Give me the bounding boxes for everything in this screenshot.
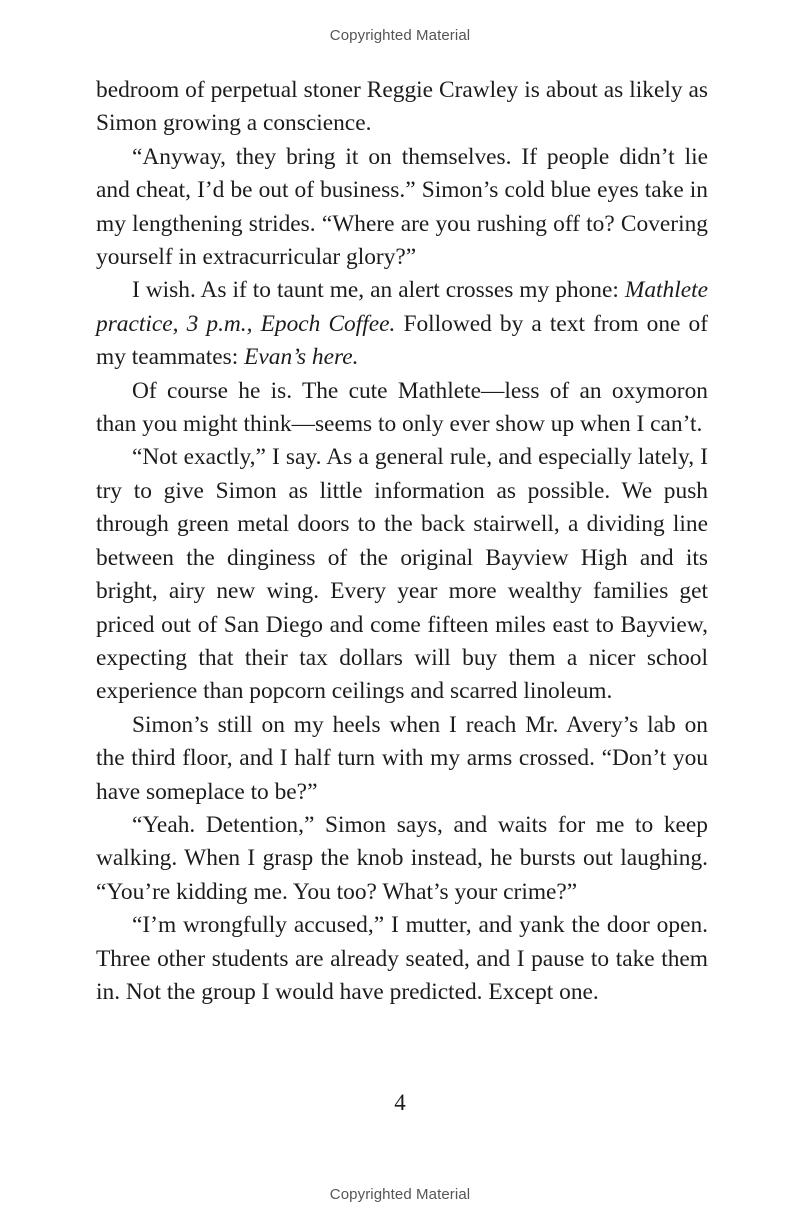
page-number: 4 bbox=[394, 1090, 406, 1115]
paragraph-2: “Anyway, they bring it on themselves. If people didn’t lie and cheat, I’d be out of business.” Simon’s cold blue eyes take in my lengthening strides. “Where are you rushing off to? Covering yourself in extracurricular glory?” bbox=[96, 143, 708, 271]
paragraph-3 bbox=[96, 274, 708, 374]
copyright-watermark-top: Copyrighted Material bbox=[329, 27, 471, 44]
copyright-watermark-bottom: Copyrighted Material bbox=[329, 1186, 471, 1203]
paragraph-3-text-a: I wish. As if to taunt me, an alert crosses my phone: bbox=[132, 277, 625, 304]
paragraph-3-text-b: Followed by a text from one of my teammates: bbox=[96, 310, 708, 371]
paragraph-6: Simon’s still on my heels when I reach Mr. Avery’s lab on the third floor, and I half turn with my arms crossed. “Don’t you have someplace to be?” bbox=[96, 711, 708, 805]
book-page-text bbox=[96, 74, 708, 1009]
paragraph-4: Of course he is. The cute Mathlete—less of an oxymoron than you might think—seems to only ever show up when I can’t. bbox=[96, 377, 708, 438]
paragraph-3-italic-a: Mathlete practice, 3 p.m., Epoch Coffee. bbox=[96, 277, 708, 337]
paragraph-5: “Not exactly,” I say. As a general rule, and especially lately, I try to give Simon as little information as possible. We push through green metal doors to the back stairwell, a dividing line between the dinginess of the original Bayview High and its bright, airy new wing. Every year more wealthy families get priced out of San Diego and come fifteen miles east to Bayview, expecting that their tax dollars will buy them a nicer school experience than popcorn ceilings and scarred linoleum. bbox=[96, 444, 708, 705]
paragraph-8: “I’m wrongfully accused,” I mutter, and yank the door open. Three other students are already seated, and I pause to take them in. Not the group I would have predicted. Except one. bbox=[96, 912, 708, 1005]
paragraph-7: “Yeah. Detention,” Simon says, and waits for me to keep walking. When I grasp the knob instead, he bursts out laughing. “You’re kidding me. You too? What’s your crime?” bbox=[96, 811, 708, 905]
paragraph-1: bedroom of perpetual stoner Reggie Crawley is about as likely as Simon growing a conscience. bbox=[96, 77, 708, 137]
paragraph-3-italic-b: Evan’s here. bbox=[244, 344, 359, 371]
